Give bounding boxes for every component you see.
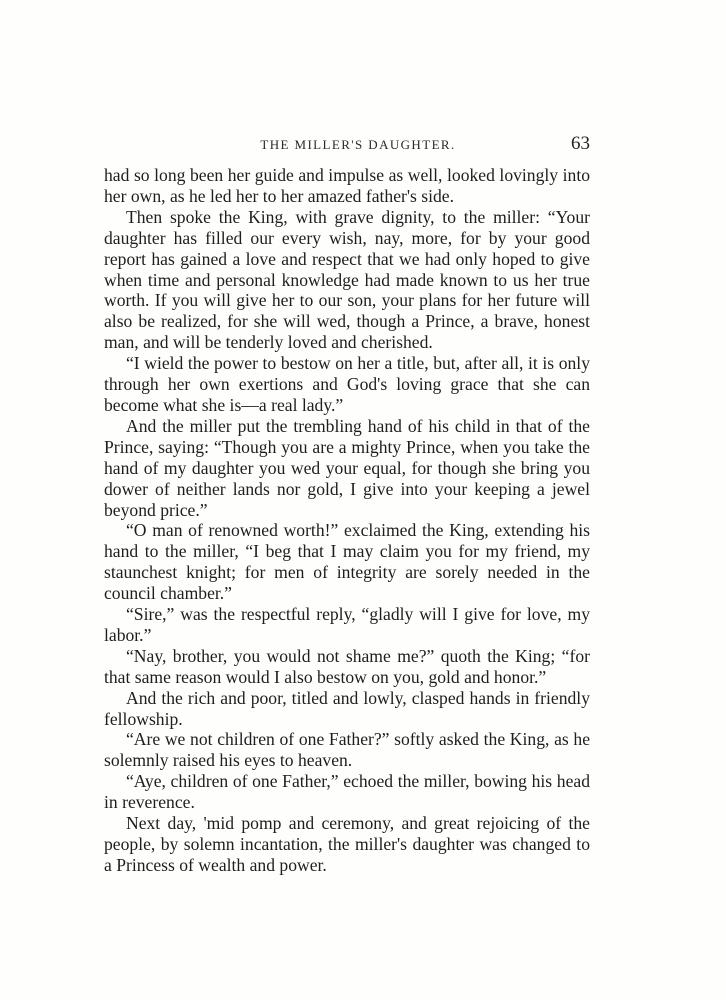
paragraph-7: “Nay, brother, you would not shame me?” quoth the King; “for that same reason would I also bestow on you, gold and honor.” — [104, 645, 590, 687]
paragraph-4: And the miller put the trembling hand of his child in that of the Prince, saying: “Though you are a mighty Prince, when you take the hand of my daughter you wed your equal, for though she bring you dower of neither lands nor gold, I give into your keeping a jewel beyond price.” — [104, 415, 590, 520]
paragraph-10: “Aye, children of one Father,” echoed the miller, bowing his head in reverence. — [104, 771, 590, 813]
paragraph-1: had so long been her guide and impulse as well, looked lovingly into her own, as he led her to her amazed father's side. — [104, 165, 590, 206]
paragraph-5: “O man of renowned worth!” exclaimed the King, extending his hand to the miller, “I beg that I may claim you for my friend, my staunchest knight; for men of integrity are sorely needed in the council chamber.” — [104, 520, 590, 604]
running-title: THE MILLER'S DAUGHTER. — [260, 137, 456, 152]
paragraph-6: “Sire,” was the respectful reply, “gladly will I give for love, my labor.” — [104, 604, 590, 645]
paragraph-8: And the rich and poor, titled and lowly, clasped hands in friendly fellowship. — [104, 687, 590, 729]
paragraph-2: Then spoke the King, with grave dignity, to the miller: “Your daughter has filled our every wish, nay, more, for by your good report has gained a love and respect that we had only hoped to give when time and personal knowledge had made known to us her true worth. If you will give her to our son, your plans for her future will also be realized, for she will wed, though a Prince, a brave, honest man, and will be tenderly loved and cherished. — [104, 206, 590, 353]
paragraph-11: Next day, 'mid pomp and ceremony, and great rejoicing of the people, by solemn incantation, the miller's daughter was changed to a Princess of wealth and power. — [104, 813, 590, 875]
page-number: 63 — [571, 133, 590, 154]
paragraph-3: “I wield the power to bestow on her a title, but, after all, it is only through her own exertions and God's loving grace that she can become what she is—a real lady.” — [104, 353, 590, 415]
running-head — [104, 133, 590, 157]
body-text — [104, 165, 590, 876]
paragraph-9: “Are we not children of one Father?” softly asked the King, as he solemnly raised his eyes to heaven. — [104, 729, 590, 771]
